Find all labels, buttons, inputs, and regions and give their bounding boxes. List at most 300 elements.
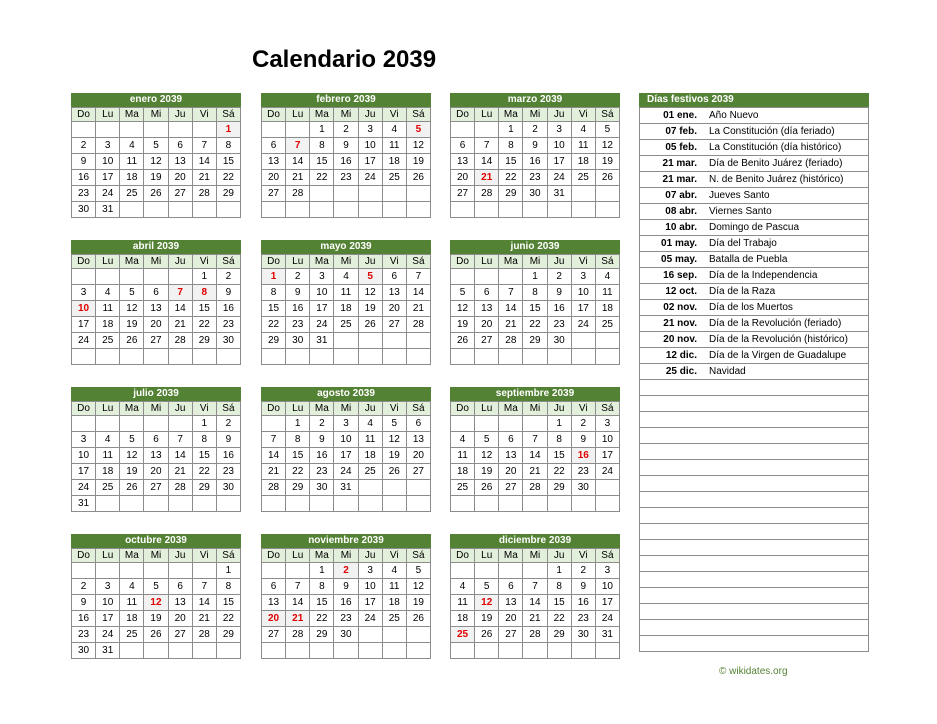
- empty-day-cell: [168, 349, 192, 365]
- day-cell: 6: [382, 269, 406, 285]
- empty-day-cell: [144, 202, 168, 218]
- day-cell: 16: [547, 301, 571, 317]
- weekday-label: Ma: [310, 255, 334, 269]
- day-cell: 25: [358, 464, 382, 480]
- empty-day-cell: [358, 349, 382, 365]
- weekday-label: Ju: [547, 255, 571, 269]
- week-row: [451, 333, 620, 349]
- empty-day-cell: [286, 496, 310, 512]
- day-cell: 5: [120, 285, 144, 301]
- empty-day-cell: [382, 496, 406, 512]
- weekday-label: Do: [72, 108, 96, 122]
- empty-day-cell: [451, 643, 475, 659]
- holidays-panel: [639, 93, 869, 652]
- empty-day-cell: [96, 122, 120, 138]
- holiday-row: [640, 124, 869, 140]
- day-cell: 9: [310, 432, 334, 448]
- week-row: [262, 170, 431, 186]
- day-cell: 26: [451, 333, 475, 349]
- week-row: [451, 138, 620, 154]
- holiday-row: [640, 316, 869, 332]
- weekday-label: Vi: [382, 402, 406, 416]
- day-cell: 18: [571, 154, 595, 170]
- day-cell: 20: [382, 301, 406, 317]
- day-cell: 8: [262, 285, 286, 301]
- weekday-row: [451, 108, 620, 122]
- empty-day-cell: [334, 349, 358, 365]
- holiday-row: [640, 524, 869, 540]
- day-cell: 11: [96, 301, 120, 317]
- weekday-label: Ju: [168, 402, 192, 416]
- week-row: [262, 595, 431, 611]
- day-cell: 24: [96, 186, 120, 202]
- day-cell: 13: [451, 154, 475, 170]
- weekday-label: Do: [451, 549, 475, 563]
- weekday-label: Vi: [192, 549, 216, 563]
- day-cell: 15: [523, 301, 547, 317]
- empty-day-cell: [475, 269, 499, 285]
- empty-day-cell: [523, 563, 547, 579]
- holiday-date: [640, 460, 710, 476]
- empty-day-cell: [286, 122, 310, 138]
- empty-day-cell: [168, 202, 192, 218]
- week-row: [262, 643, 431, 659]
- weekday-label: Vi: [571, 108, 595, 122]
- day-cell: 30: [216, 333, 240, 349]
- day-cell: 24: [358, 170, 382, 186]
- month-calendar: [450, 534, 620, 659]
- month-table: [261, 401, 431, 512]
- day-cell: 28: [286, 186, 310, 202]
- holiday-row: [640, 332, 869, 348]
- day-cell: 18: [451, 611, 475, 627]
- day-cell: 30: [286, 333, 310, 349]
- week-row: [262, 269, 431, 285]
- holiday-row: [640, 604, 869, 620]
- day-cell: 25: [96, 333, 120, 349]
- day-cell: 4: [120, 138, 144, 154]
- empty-day-cell: [262, 122, 286, 138]
- day-cell: 6: [168, 138, 192, 154]
- empty-day-cell: [451, 496, 475, 512]
- empty-day-cell: [334, 202, 358, 218]
- empty-day-cell: [358, 186, 382, 202]
- holiday-row: [640, 364, 869, 380]
- day-cell: 2: [523, 122, 547, 138]
- day-cell: 27: [262, 186, 286, 202]
- empty-day-cell: [499, 643, 523, 659]
- day-cell: 23: [523, 170, 547, 186]
- holidays-header-label: Días festivos: [647, 94, 709, 105]
- holiday-row: [640, 588, 869, 604]
- month-title: septiembre 2039: [450, 387, 620, 401]
- week-row: [262, 496, 431, 512]
- day-cell: 8: [216, 579, 240, 595]
- week-row: [72, 579, 241, 595]
- empty-day-cell: [286, 202, 310, 218]
- day-cell: 12: [475, 448, 499, 464]
- holiday-name: [709, 508, 869, 524]
- day-cell: 26: [595, 170, 619, 186]
- day-cell: 31: [96, 643, 120, 659]
- holiday-name: [709, 588, 869, 604]
- day-cell: 19: [358, 301, 382, 317]
- holiday-day-cell: 7: [168, 285, 192, 301]
- day-cell: 20: [262, 170, 286, 186]
- month-title: abril 2039: [71, 240, 241, 254]
- empty-day-cell: [451, 416, 475, 432]
- weekday-label: Mi: [523, 402, 547, 416]
- day-cell: 29: [192, 480, 216, 496]
- day-cell: 27: [499, 480, 523, 496]
- day-cell: 7: [286, 579, 310, 595]
- day-cell: 15: [192, 301, 216, 317]
- weekday-row: [451, 255, 620, 269]
- day-cell: 17: [310, 301, 334, 317]
- day-cell: 21: [286, 170, 310, 186]
- month-title: junio 2039: [450, 240, 620, 254]
- day-cell: 1: [310, 563, 334, 579]
- holiday-day-cell: 7: [286, 138, 310, 154]
- day-cell: 9: [571, 579, 595, 595]
- day-cell: 2: [72, 579, 96, 595]
- day-cell: 19: [406, 595, 430, 611]
- holiday-date: 08 abr.: [640, 204, 710, 220]
- day-cell: 17: [358, 595, 382, 611]
- weekday-label: Lu: [286, 402, 310, 416]
- empty-day-cell: [96, 563, 120, 579]
- holiday-row: [640, 476, 869, 492]
- holiday-date: [640, 492, 710, 508]
- day-cell: 21: [192, 170, 216, 186]
- holiday-row: [640, 380, 869, 396]
- day-cell: 30: [571, 627, 595, 643]
- day-cell: 4: [382, 122, 406, 138]
- day-cell: 24: [310, 317, 334, 333]
- day-cell: 7: [192, 579, 216, 595]
- empty-day-cell: [475, 349, 499, 365]
- day-cell: 12: [451, 301, 475, 317]
- day-cell: 1: [547, 416, 571, 432]
- weekday-label: Ju: [168, 255, 192, 269]
- weekday-row: [72, 549, 241, 563]
- week-row: [262, 416, 431, 432]
- day-cell: 9: [216, 432, 240, 448]
- empty-day-cell: [499, 563, 523, 579]
- footer-credit[interactable]: © wikidates.org: [719, 666, 788, 677]
- holiday-row: [640, 108, 869, 124]
- day-cell: 16: [286, 301, 310, 317]
- empty-day-cell: [144, 643, 168, 659]
- day-cell: 11: [595, 285, 619, 301]
- holiday-row: [640, 348, 869, 364]
- day-cell: 16: [523, 154, 547, 170]
- empty-day-cell: [144, 496, 168, 512]
- holiday-name: Día de la Raza: [709, 284, 869, 300]
- weekday-label: Mi: [523, 255, 547, 269]
- holiday-date: [640, 428, 710, 444]
- holiday-name: [709, 492, 869, 508]
- holiday-row: [640, 300, 869, 316]
- day-cell: 28: [406, 317, 430, 333]
- empty-day-cell: [523, 349, 547, 365]
- day-cell: 27: [451, 186, 475, 202]
- day-cell: 7: [499, 285, 523, 301]
- day-cell: 30: [72, 643, 96, 659]
- day-cell: 27: [262, 627, 286, 643]
- weekday-label: Lu: [286, 108, 310, 122]
- weekday-label: Lu: [96, 402, 120, 416]
- day-cell: 17: [571, 301, 595, 317]
- day-cell: 18: [382, 154, 406, 170]
- day-cell: 21: [192, 611, 216, 627]
- day-cell: 7: [475, 138, 499, 154]
- month-title: diciembre 2039: [450, 534, 620, 548]
- day-cell: 12: [358, 285, 382, 301]
- weekday-label: Ma: [120, 549, 144, 563]
- day-cell: 29: [523, 333, 547, 349]
- empty-day-cell: [595, 333, 619, 349]
- holiday-date: [640, 540, 710, 556]
- empty-day-cell: [523, 416, 547, 432]
- day-cell: 7: [168, 432, 192, 448]
- day-cell: 18: [96, 464, 120, 480]
- day-cell: 2: [216, 416, 240, 432]
- day-cell: 5: [595, 122, 619, 138]
- day-cell: 26: [406, 170, 430, 186]
- holiday-row: [640, 428, 869, 444]
- day-cell: 15: [192, 448, 216, 464]
- empty-day-cell: [595, 186, 619, 202]
- empty-day-cell: [595, 480, 619, 496]
- holiday-date: 12 dic.: [640, 348, 710, 364]
- empty-day-cell: [168, 496, 192, 512]
- holiday-day-cell: 2: [334, 563, 358, 579]
- empty-day-cell: [120, 349, 144, 365]
- week-row: [451, 432, 620, 448]
- empty-day-cell: [382, 627, 406, 643]
- day-cell: 15: [547, 595, 571, 611]
- week-row: [451, 611, 620, 627]
- week-row: [262, 138, 431, 154]
- holiday-day-cell: 25: [451, 627, 475, 643]
- day-cell: 11: [96, 448, 120, 464]
- day-cell: 25: [571, 170, 595, 186]
- holiday-row: [640, 268, 869, 284]
- empty-day-cell: [406, 643, 430, 659]
- day-cell: 2: [72, 138, 96, 154]
- holiday-name: [709, 556, 869, 572]
- empty-day-cell: [451, 563, 475, 579]
- day-cell: 8: [310, 579, 334, 595]
- empty-day-cell: [499, 269, 523, 285]
- empty-day-cell: [382, 643, 406, 659]
- day-cell: 4: [96, 285, 120, 301]
- holiday-day-cell: 12: [144, 595, 168, 611]
- weekday-label: Lu: [96, 255, 120, 269]
- weekday-label: Ju: [358, 402, 382, 416]
- day-cell: 14: [523, 595, 547, 611]
- weekday-label: Ju: [168, 108, 192, 122]
- day-cell: 19: [144, 170, 168, 186]
- day-cell: 25: [334, 317, 358, 333]
- month-title: noviembre 2039: [261, 534, 431, 548]
- weekday-label: Mi: [144, 108, 168, 122]
- empty-day-cell: [310, 643, 334, 659]
- week-row: [262, 563, 431, 579]
- holiday-date: [640, 396, 710, 412]
- day-cell: 11: [571, 138, 595, 154]
- empty-day-cell: [451, 349, 475, 365]
- weekday-label: Sá: [595, 549, 619, 563]
- day-cell: 19: [120, 464, 144, 480]
- day-cell: 14: [168, 448, 192, 464]
- day-cell: 24: [72, 480, 96, 496]
- month-title: julio 2039: [71, 387, 241, 401]
- empty-day-cell: [406, 496, 430, 512]
- day-cell: 3: [595, 563, 619, 579]
- empty-day-cell: [499, 496, 523, 512]
- day-cell: 27: [475, 333, 499, 349]
- empty-day-cell: [216, 349, 240, 365]
- day-cell: 13: [475, 301, 499, 317]
- holiday-date: [640, 556, 710, 572]
- month-title: febrero 2039: [261, 93, 431, 107]
- day-cell: 22: [216, 611, 240, 627]
- day-cell: 30: [523, 186, 547, 202]
- week-row: [72, 448, 241, 464]
- day-cell: 3: [571, 269, 595, 285]
- week-row: [451, 464, 620, 480]
- empty-day-cell: [262, 563, 286, 579]
- day-cell: 29: [310, 627, 334, 643]
- empty-day-cell: [72, 269, 96, 285]
- empty-day-cell: [547, 202, 571, 218]
- empty-day-cell: [571, 349, 595, 365]
- empty-day-cell: [120, 269, 144, 285]
- month-title: enero 2039: [71, 93, 241, 107]
- weekday-label: Vi: [382, 549, 406, 563]
- day-cell: 19: [382, 448, 406, 464]
- week-row: [451, 643, 620, 659]
- holiday-row: [640, 540, 869, 556]
- day-cell: 24: [72, 333, 96, 349]
- empty-day-cell: [96, 496, 120, 512]
- day-cell: 29: [262, 333, 286, 349]
- day-cell: 22: [310, 170, 334, 186]
- day-cell: 23: [216, 464, 240, 480]
- day-cell: 1: [547, 563, 571, 579]
- day-cell: 10: [595, 432, 619, 448]
- day-cell: 10: [547, 138, 571, 154]
- day-cell: 9: [286, 285, 310, 301]
- day-cell: 24: [571, 317, 595, 333]
- day-cell: 6: [144, 285, 168, 301]
- weekday-label: Vi: [382, 255, 406, 269]
- day-cell: 5: [382, 416, 406, 432]
- day-cell: 10: [96, 154, 120, 170]
- weekday-label: Ju: [547, 402, 571, 416]
- empty-day-cell: [499, 202, 523, 218]
- month-calendar: [71, 240, 241, 365]
- day-cell: 6: [499, 432, 523, 448]
- day-cell: 10: [571, 285, 595, 301]
- day-cell: 9: [334, 579, 358, 595]
- weekday-label: Lu: [475, 255, 499, 269]
- day-cell: 14: [262, 448, 286, 464]
- day-cell: 7: [192, 138, 216, 154]
- day-cell: 20: [499, 611, 523, 627]
- day-cell: 20: [168, 611, 192, 627]
- holiday-day-cell: 5: [406, 122, 430, 138]
- holiday-day-cell: 10: [72, 301, 96, 317]
- weekday-label: Ma: [499, 549, 523, 563]
- empty-day-cell: [192, 202, 216, 218]
- weekday-label: Ju: [358, 108, 382, 122]
- day-cell: 4: [96, 432, 120, 448]
- week-row: [451, 579, 620, 595]
- day-cell: 1: [216, 563, 240, 579]
- empty-day-cell: [382, 480, 406, 496]
- weekday-label: Do: [262, 255, 286, 269]
- weekday-label: Mi: [523, 108, 547, 122]
- day-cell: 28: [475, 186, 499, 202]
- day-cell: 5: [120, 432, 144, 448]
- empty-day-cell: [96, 416, 120, 432]
- week-row: [72, 301, 241, 317]
- weekday-label: Lu: [286, 549, 310, 563]
- day-cell: 17: [334, 448, 358, 464]
- day-cell: 16: [334, 595, 358, 611]
- day-cell: 22: [547, 611, 571, 627]
- week-row: [451, 480, 620, 496]
- holiday-row: [640, 636, 869, 652]
- weekday-label: Ju: [547, 108, 571, 122]
- weekday-label: Mi: [334, 108, 358, 122]
- day-cell: 28: [192, 186, 216, 202]
- day-cell: 9: [571, 432, 595, 448]
- weekday-label: Vi: [192, 402, 216, 416]
- day-cell: 8: [286, 432, 310, 448]
- day-cell: 19: [595, 154, 619, 170]
- day-cell: 28: [499, 333, 523, 349]
- month-calendar: [261, 387, 431, 512]
- empty-day-cell: [475, 563, 499, 579]
- empty-day-cell: [382, 186, 406, 202]
- holiday-row: [640, 188, 869, 204]
- day-cell: 18: [96, 317, 120, 333]
- empty-day-cell: [406, 202, 430, 218]
- weekday-label: Mi: [144, 402, 168, 416]
- holiday-row: [640, 396, 869, 412]
- day-cell: 3: [358, 563, 382, 579]
- day-cell: 30: [216, 480, 240, 496]
- day-cell: 17: [72, 464, 96, 480]
- day-cell: 3: [96, 579, 120, 595]
- month-table: [450, 107, 620, 218]
- holiday-name: [709, 604, 869, 620]
- day-cell: 8: [547, 432, 571, 448]
- day-cell: 23: [72, 186, 96, 202]
- empty-day-cell: [358, 333, 382, 349]
- weekday-label: Do: [451, 402, 475, 416]
- empty-day-cell: [451, 122, 475, 138]
- day-cell: 16: [72, 611, 96, 627]
- week-row: [72, 643, 241, 659]
- weekday-label: Sá: [595, 108, 619, 122]
- weekday-row: [262, 255, 431, 269]
- day-cell: 5: [406, 563, 430, 579]
